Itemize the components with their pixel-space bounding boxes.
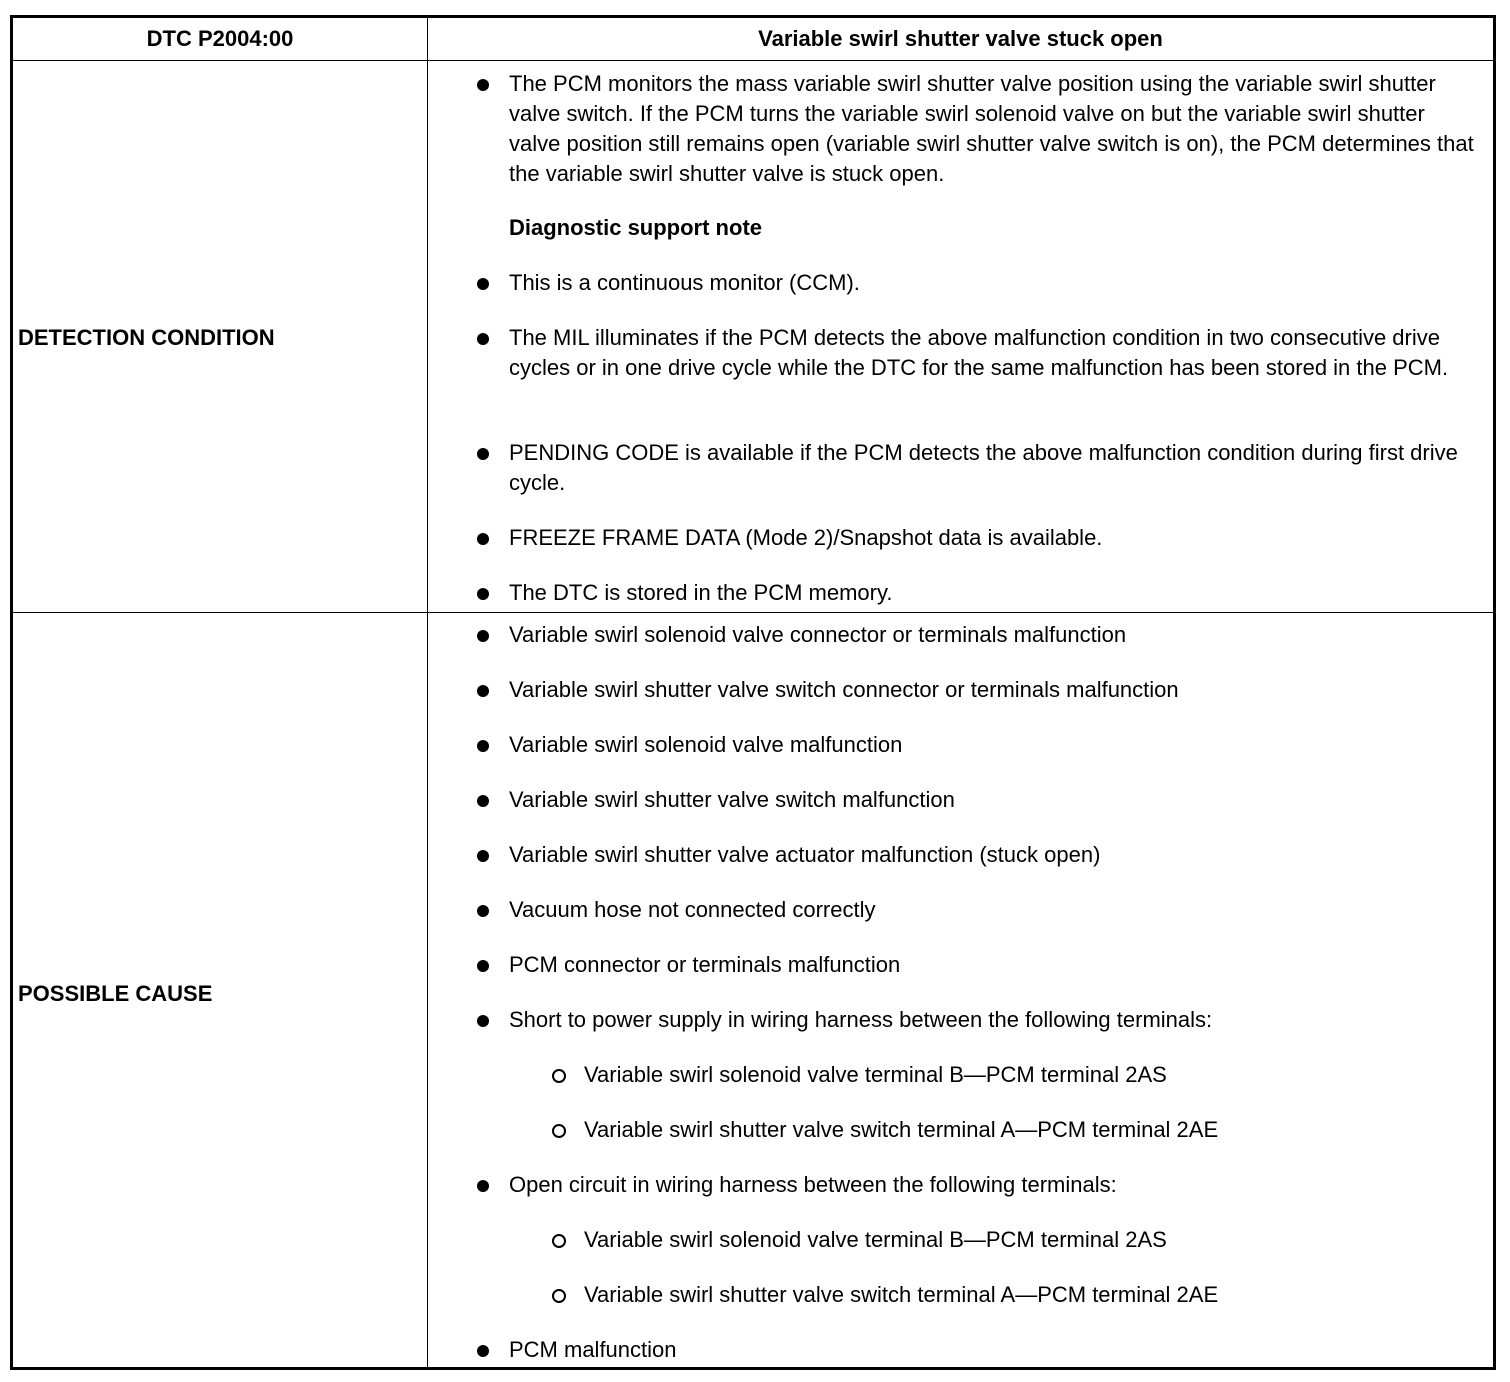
bullet-icon (477, 278, 489, 290)
possible-cause-row (13, 613, 1493, 1367)
bullet-icon (477, 588, 489, 600)
bullet-icon (477, 333, 489, 345)
dtc-table (10, 15, 1496, 1370)
hollow-bullet-icon (552, 1289, 566, 1303)
note-text: The MIL illuminates if the PCM detects the above malfunction condition in two consecutive drive cycles or in one drive cycle while the DTC for the same malfunction has been stored in the PCM. (509, 325, 1449, 380)
bullet-icon (477, 630, 489, 642)
bullet-icon (477, 448, 489, 460)
column-divider (427, 61, 428, 612)
cause-text: PCM malfunction (509, 1337, 677, 1362)
cause-text: Vacuum hose not connected correctly (509, 897, 876, 922)
sub-cause-text: Variable swirl solenoid valve terminal B—PCM terminal 2AS (584, 1227, 1167, 1252)
cause-text: Variable swirl shutter valve actuator malfunction (stuck open) (509, 842, 1101, 867)
bullet-icon (477, 685, 489, 697)
cause-text: PCM connector or terminals malfunction (509, 952, 901, 977)
hollow-bullet-icon (552, 1124, 566, 1138)
hollow-bullet-icon (552, 1234, 566, 1248)
bullet-icon (477, 1345, 489, 1357)
detection-condition-label: DETECTION CONDITION (18, 325, 275, 350)
sub-cause-text: Variable swirl shutter valve switch terminal A—PCM terminal 2AE (584, 1117, 1219, 1142)
note-text: FREEZE FRAME DATA (Mode 2)/Snapshot data is available. (509, 525, 1103, 550)
bullet-icon (477, 795, 489, 807)
bullet-icon (477, 1015, 489, 1027)
bullet-icon (477, 79, 489, 91)
table-header-row (13, 18, 1493, 61)
detection-main-text: The PCM monitors the mass variable swirl shutter valve position using the variable swirl shutter valve switch. If the PCM turns the variable swirl solenoid valve on but the variable swirl shutter valve position still remains open (variable swirl shutter valve switch is on), the PCM determines that the variable swirl shutter valve is stuck open. (509, 71, 1474, 186)
note-text: This is a continuous monitor (CCM). (509, 270, 860, 295)
dtc-title: Variable swirl shutter valve stuck open (758, 26, 1163, 51)
sub-cause-text: Variable swirl solenoid valve terminal B—PCM terminal 2AS (584, 1062, 1167, 1087)
bullet-icon (477, 905, 489, 917)
dtc-code: DTC P2004:00 (146, 26, 294, 51)
hollow-bullet-icon (552, 1069, 566, 1083)
column-divider (427, 613, 428, 1367)
bullet-icon (477, 1180, 489, 1192)
cause-text: Open circuit in wiring harness between the following terminals: (509, 1172, 1117, 1197)
note-text: PENDING CODE is available if the PCM detects the above malfunction condition during first drive cycle. (509, 440, 1458, 495)
note-text: The DTC is stored in the PCM memory. (509, 580, 893, 605)
cause-text: Short to power supply in wiring harness between the following terminals: (509, 1007, 1213, 1032)
bullet-icon (477, 850, 489, 862)
cause-text: Variable swirl solenoid valve malfunction (509, 732, 903, 757)
cause-text: Variable swirl shutter valve switch malfunction (509, 787, 955, 812)
diagnostic-note-heading: Diagnostic support note (509, 215, 762, 240)
bullet-icon (477, 960, 489, 972)
cause-text: Variable swirl shutter valve switch connector or terminals malfunction (509, 677, 1179, 702)
cause-text: Variable swirl solenoid valve connector or terminals malfunction (509, 622, 1127, 647)
bullet-icon (477, 740, 489, 752)
sub-cause-text: Variable swirl shutter valve switch terminal A—PCM terminal 2AE (584, 1282, 1219, 1307)
detection-condition-row (13, 61, 1493, 613)
possible-cause-label: POSSIBLE CAUSE (18, 981, 213, 1006)
bullet-icon (477, 533, 489, 545)
